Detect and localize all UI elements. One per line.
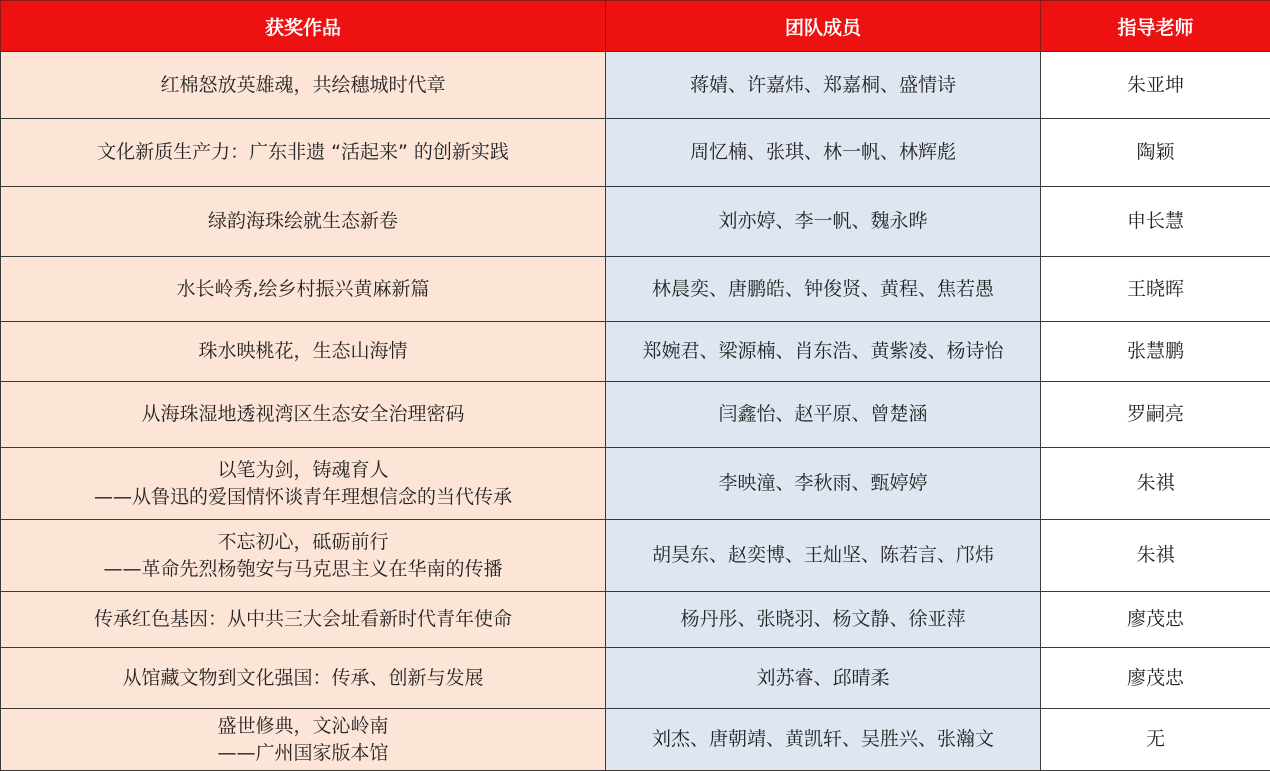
team-cell: 胡昊东、赵奕博、王灿坚、陈若言、邝炜: [606, 520, 1041, 592]
table-row: [1, 520, 1270, 592]
work-title: 珠水映桃花，生态山海情: [5, 338, 601, 365]
work-cell: [1, 382, 606, 448]
team-cell: 蒋婧、许嘉炜、郑嘉桐、盛情诗: [606, 52, 1041, 119]
teacher-cell: 无: [1041, 709, 1270, 771]
table-row: [1, 592, 1270, 648]
work-title: 红棉怒放英雄魂，共绘穗城时代章: [5, 72, 601, 99]
teacher-cell: 朱亚坤: [1041, 52, 1270, 119]
teacher-cell: 张慧鹏: [1041, 322, 1270, 382]
table-row: [1, 119, 1270, 187]
table-row: [1, 382, 1270, 448]
team-cell: 刘苏睿、邱晴柔: [606, 648, 1041, 709]
teacher-cell: 王晓晖: [1041, 257, 1270, 322]
work-title: 文化新质生产力：广东非遗 “活起来” 的创新实践: [5, 139, 601, 166]
team-cell: 杨丹彤、张晓羽、杨文静、徐亚萍: [606, 592, 1041, 648]
team-cell: 闫鑫怡、赵平原、曾楚涵: [606, 382, 1041, 448]
table-row: [1, 187, 1270, 257]
team-cell: 刘杰、唐朝靖、黄凯轩、吴胜兴、张瀚文: [606, 709, 1041, 771]
table-row: [1, 709, 1270, 771]
work-cell: [1, 520, 606, 592]
work-cell: [1, 322, 606, 382]
header-work: 获奖作品: [1, 1, 606, 52]
work-cell: [1, 448, 606, 520]
header-row: [1, 1, 1270, 52]
work-title: 以笔为剑，铸魂育人: [5, 457, 601, 484]
table-row: [1, 52, 1270, 119]
table-row: [1, 322, 1270, 382]
work-cell: [1, 119, 606, 187]
work-title: 从馆藏文物到文化强国：传承、创新与发展: [5, 665, 601, 692]
header-team: 团队成员: [606, 1, 1041, 52]
work-cell: [1, 592, 606, 648]
work-subtitle: ——广州国家版本馆: [5, 740, 601, 767]
work-title: 从海珠湿地透视湾区生态安全治理密码: [5, 401, 601, 428]
table-row: [1, 257, 1270, 322]
work-title: 不忘初心，砥砺前行: [5, 529, 601, 556]
work-title: 绿韵海珠绘就生态新卷: [5, 208, 601, 235]
work-cell: [1, 187, 606, 257]
teacher-cell: 申长慧: [1041, 187, 1270, 257]
work-cell: [1, 52, 606, 119]
teacher-cell: 罗嗣亮: [1041, 382, 1270, 448]
table-row: [1, 648, 1270, 709]
table-row: [1, 448, 1270, 520]
work-title: 传承红色基因：从中共三大会址看新时代青年使命: [5, 606, 601, 633]
teacher-cell: 朱祺: [1041, 520, 1270, 592]
work-cell: [1, 257, 606, 322]
work-subtitle: ——从鲁迅的爱国情怀谈青年理想信念的当代传承: [5, 484, 601, 511]
teacher-cell: 廖茂忠: [1041, 592, 1270, 648]
work-cell: [1, 648, 606, 709]
team-cell: 李映潼、李秋雨、甄婷婷: [606, 448, 1041, 520]
work-title: 盛世修典，文沁岭南: [5, 713, 601, 740]
teacher-cell: 朱祺: [1041, 448, 1270, 520]
work-subtitle: ——革命先烈杨匏安与马克思主义在华南的传播: [5, 556, 601, 583]
team-cell: 林晨奕、唐鹏皓、钟俊贤、黄程、焦若愚: [606, 257, 1041, 322]
work-cell: [1, 709, 606, 771]
header-teacher: 指导老师: [1041, 1, 1270, 52]
teacher-cell: 廖茂忠: [1041, 648, 1270, 709]
teacher-cell: 陶颖: [1041, 119, 1270, 187]
team-cell: 周忆楠、张琪、林一帆、林辉彪: [606, 119, 1041, 187]
work-title: 水长岭秀,绘乡村振兴黄麻新篇: [5, 276, 601, 303]
team-cell: 刘亦婷、李一帆、魏永晔: [606, 187, 1041, 257]
team-cell: 郑婉君、梁源楠、肖东浩、黄紫凌、杨诗怡: [606, 322, 1041, 382]
